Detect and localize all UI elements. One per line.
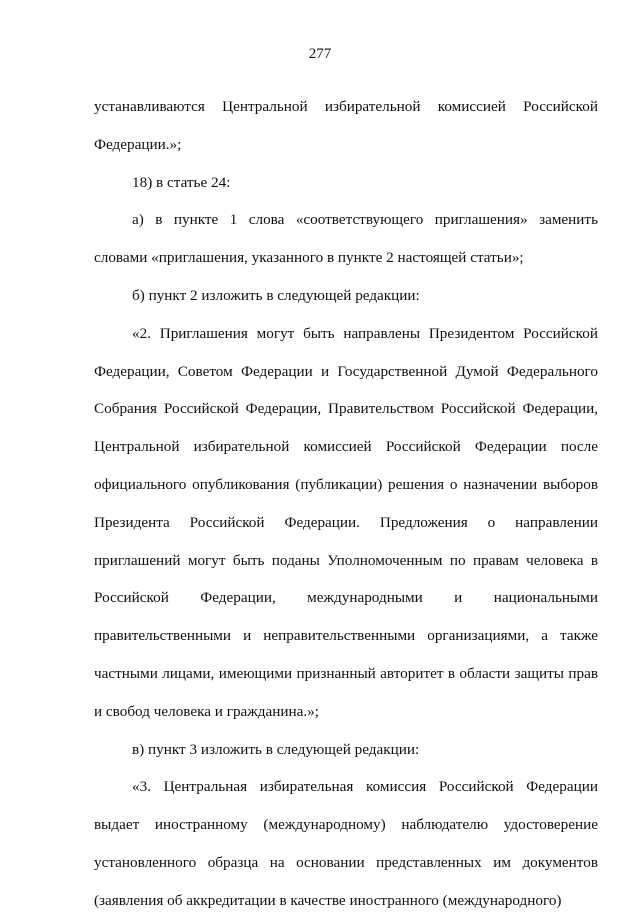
paragraph-3: а) в пункте 1 слова «соответствующего приглашения» заменить словами «приглашения, указанного в пункте 2 настоящей статьи»; xyxy=(94,211,598,267)
paragraph-5: «2. Приглашения могут быть направлены Президентом Российской Федерации, Советом Федерации и Государственной Думой Федерального Собрания Российской Федерации, Правительством Российской Федерации, Центральной избирательной комиссией Российской Федерации после официального опубликования (публикации) решения о назначении выборов Президента Российской Федерации. Предложения о направлении приглашений могут быть поданы Уполномоченным по правам человека в Российской Федерации, международными и национальными правительственными и неправительственными организациями, а также частными лицами, имеющими признанный авторитет в области защиты прав и свобод человека и гражданина.»; xyxy=(94,324,598,720)
page-number: 277 xyxy=(308,46,332,62)
paragraph-7: «3. Центральная избирательная комиссия Российской Федерации выдает иностранному (международному) наблюдателю удостоверение установленного образца на основании представленных им документов (заявления об аккредитации в качестве иностранного (международного) xyxy=(94,778,598,909)
paragraph-4: б) пункт 2 изложить в следующей редакции: xyxy=(132,286,420,304)
paragraph-2: 18) в статье 24: xyxy=(132,173,231,191)
document-body xyxy=(94,88,598,920)
paragraph-6: в) пункт 3 изложить в следующей редакции: xyxy=(132,740,420,758)
paragraph-1: устанавливаются Центральной избирательной комиссией Российской Федерации.»; xyxy=(94,98,598,153)
